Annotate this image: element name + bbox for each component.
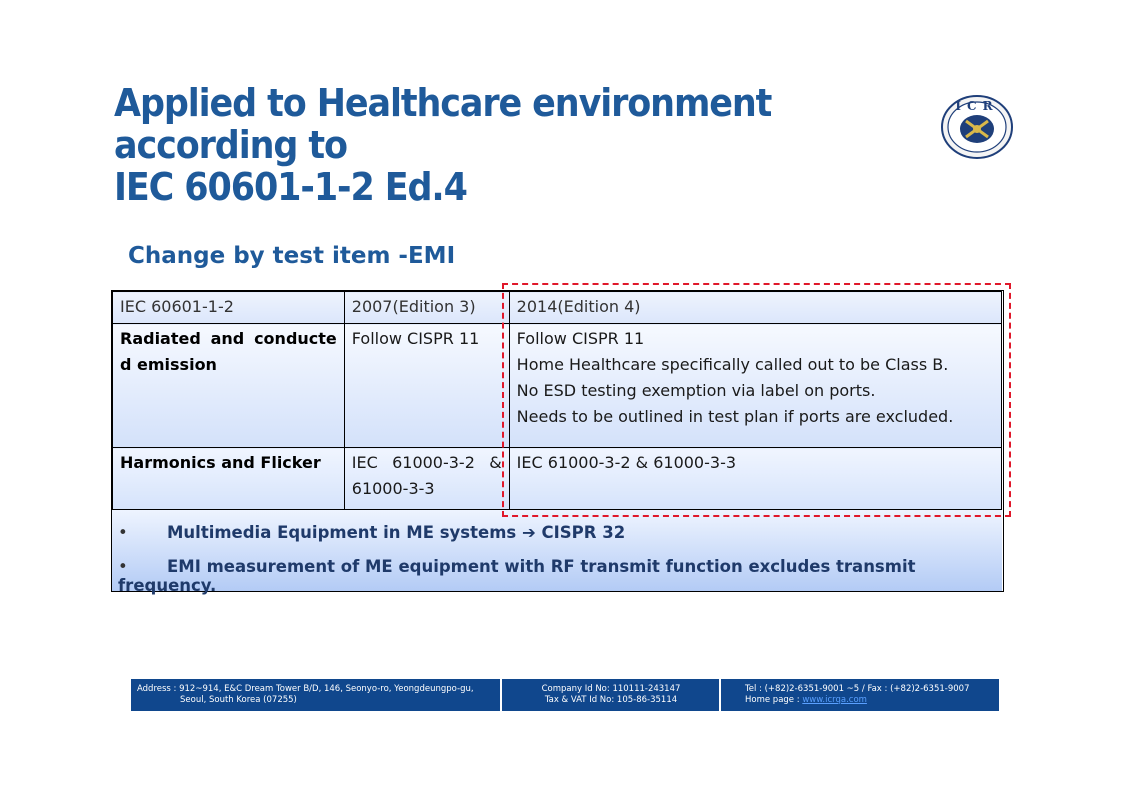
header-edition-4: 2014(Edition 4): [509, 292, 1001, 324]
footer-bar: [131, 679, 999, 711]
ed4-line: Needs to be outlined in test plan if ports are excluded.: [516, 407, 954, 426]
row-item-radiated: [113, 324, 345, 448]
slide-title-line1: Applied to Healthcare environment according to: [114, 81, 772, 167]
row-ed3-harmonics-line2: 61000-3-3: [351, 479, 435, 498]
row-ed3-harmonics-line1: IEC 61000-3-2 &: [351, 453, 502, 472]
bullet-icon: •: [118, 523, 128, 542]
ed4-line: Home Healthcare specifically called out to be Class B.: [516, 355, 949, 374]
logo-text: ICR: [955, 99, 999, 113]
footer-home-link[interactable]: www.icrqa.com: [802, 695, 867, 705]
row-ed4-harmonics: IEC 61000-3-2 & 61000-3-3: [509, 448, 1001, 510]
note-text: Multimedia Equipment in ME systems ➔ CISPR 32: [167, 523, 626, 542]
section-subtitle: Change by test item -EMI: [128, 243, 456, 269]
footer-address-line2: Seoul, South Korea (07255): [180, 695, 297, 705]
icr-seal-logo-icon: [940, 93, 1014, 161]
table-notes: [112, 509, 1002, 595]
note-text: EMI measurement of ME equipment with RF transmit function excludes transmit frequency.: [118, 557, 916, 595]
footer-divider: [719, 679, 721, 711]
footer-address-line1: Address : 912~914, E&C Dream Tower B/D, 146, Seonyo-ro, Yeongdeungpo-gu,: [137, 684, 474, 694]
footer-homepage: [745, 695, 995, 706]
footer-tax-id: Tax & VAT Id No: 105-86-35114: [544, 695, 678, 705]
row-item-radiated-line1: Radiated and conducte: [120, 329, 337, 348]
header-standard: IEC 60601-1-2: [113, 292, 345, 324]
footer-company-id: Company Id No: 110111-243147: [541, 684, 681, 694]
footer-home-label: Home page :: [745, 695, 800, 705]
header-edition-3: 2007(Edition 3): [344, 292, 509, 324]
slide-title: [114, 82, 868, 208]
note-item: [118, 557, 1002, 595]
ed4-line: Follow CISPR 11: [516, 329, 645, 348]
footer-address: [137, 684, 497, 706]
row-ed3-radiated: Follow CISPR 11: [344, 324, 509, 448]
ed4-line: No ESD testing exemption via label on ports.: [516, 381, 876, 400]
footer-tel: Tel : (+82)2-6351-9001 ~5 / Fax : (+82)2-6351-9007: [745, 684, 970, 694]
footer-contact: [745, 684, 995, 706]
footer-company-ids: [502, 684, 720, 706]
edition-4-highlight-box: [502, 283, 1011, 517]
row-item-radiated-line2: d emission: [120, 355, 217, 374]
slide-title-line2: IEC 60601-1-2 Ed.4: [114, 165, 467, 209]
note-item: [118, 523, 625, 542]
row-item-harmonics: Harmonics and Flicker: [113, 448, 345, 510]
bullet-icon: •: [118, 557, 128, 576]
row-ed3-harmonics: [344, 448, 509, 510]
